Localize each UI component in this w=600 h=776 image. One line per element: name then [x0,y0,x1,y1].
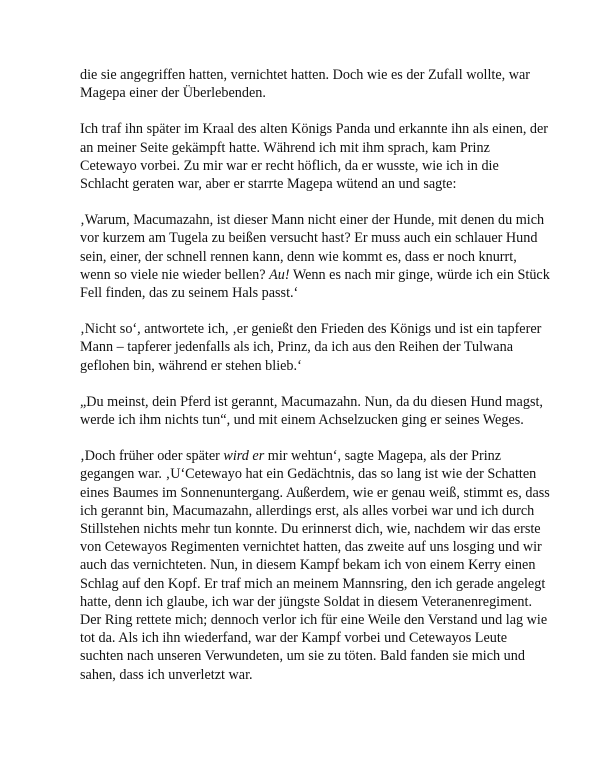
paragraph-6 [80,447,550,684]
paragraph-5 [80,393,550,429]
paragraph-5-text: „Du meinst, dein Pferd ist gerannt, Macumazahn. Nun, da du diesen Hund magst, werde ich ihm nichts tun“, und mit einem Achselzucken ging er seines Weges. [80,393,543,429]
paragraph-6-text-a: ‚Doch früher oder später [80,448,224,465]
paragraph-6-emphasis: wird er [223,448,265,465]
paragraph-1 [80,66,550,102]
paragraph-4 [80,320,550,375]
paragraph-3-text-b: Wenn es nach mir ginge, würde ich ein Stück Fell finden, das zu seinem Hals passt.‘ [80,266,550,302]
paragraph-2-text: Ich traf ihn später im Kraal des alten Königs Panda und erkannte ihn als einen, der an meiner Seite gekämpft hatte. Während ich mit ihm sprach, kam Prinz Cetewayo vorbei. Zu mir war er recht höflich, da er wusste, wie ich in die Schlacht geraten war, aber er starrte Magepa wütend an und sagte: [80,121,549,193]
document-page [80,66,550,702]
paragraph-3-emphasis: Au! [269,266,290,283]
paragraph-3-text-a: ‚Warum, Macumazahn, ist dieser Mann nicht einer der Hunde, mit denen du mich vor kurzem am Tugela zu beißen versucht hast? Er muss auch ein schlauer Hund sein, einer, der schnell rennen kann, denn wie kommt es, dass er noch knurrt, wenn so viele nie wieder bellen? [80,212,545,283]
paragraph-2 [80,120,550,193]
paragraph-6-text-b: mir wehtun‘, sagte Magepa, als der Prinz gegangen war. ‚U‘Cetewayo hat ein Gedächtnis, das so lang ist wie der Schatten eines Baumes im Sonnenuntergang. Außerdem, wie er genau weiß, stimmt es, dass ich gerannt bin, Macumazahn, allerdings erst, als alles vorbei war und ich durch Stillstehen nichts mehr tun konnte. Du erinnerst dich, wie, nachdem wir das erste von Cetewayos Regimenten vernichtet hatten, das zweite auf uns losging und wir auch das vernichteten. Nun, in diesem Kampf bekam ich von einem Kerry einen Schlag auf den Kopf. Er traf mich an meinem Mannsring, den ich gerade angelegt hatte, denn ich glaube, ich war der jüngste Soldat in diesem Veteranenregiment. Der Ring rettete mich; dennoch verlor ich für eine Weile den Verstand und lag wie tot da. Als ich ihn wiederfand, war der Kampf vorbei und Cetewayos Leute suchten nach unseren Verwundeten, um sie zu töten. Bald fanden sie mich und sahen, dass ich unverletzt war. [80,448,550,683]
paragraph-4-text: ‚Nicht so‘, antwortete ich, ‚er genießt den Frieden des Königs und ist ein tapferer Mann – tapferer jedenfalls als ich, Prinz, da ich aus den Reihen der Tulwana geflohen bin, während er stehen blieb.‘ [80,321,542,374]
paragraph-3 [80,211,550,302]
paragraph-1-text: die sie angegriffen hatten, vernichtet hatten. Doch wie es der Zufall wollte, war Magepa einer der Überlebenden. [80,67,531,102]
